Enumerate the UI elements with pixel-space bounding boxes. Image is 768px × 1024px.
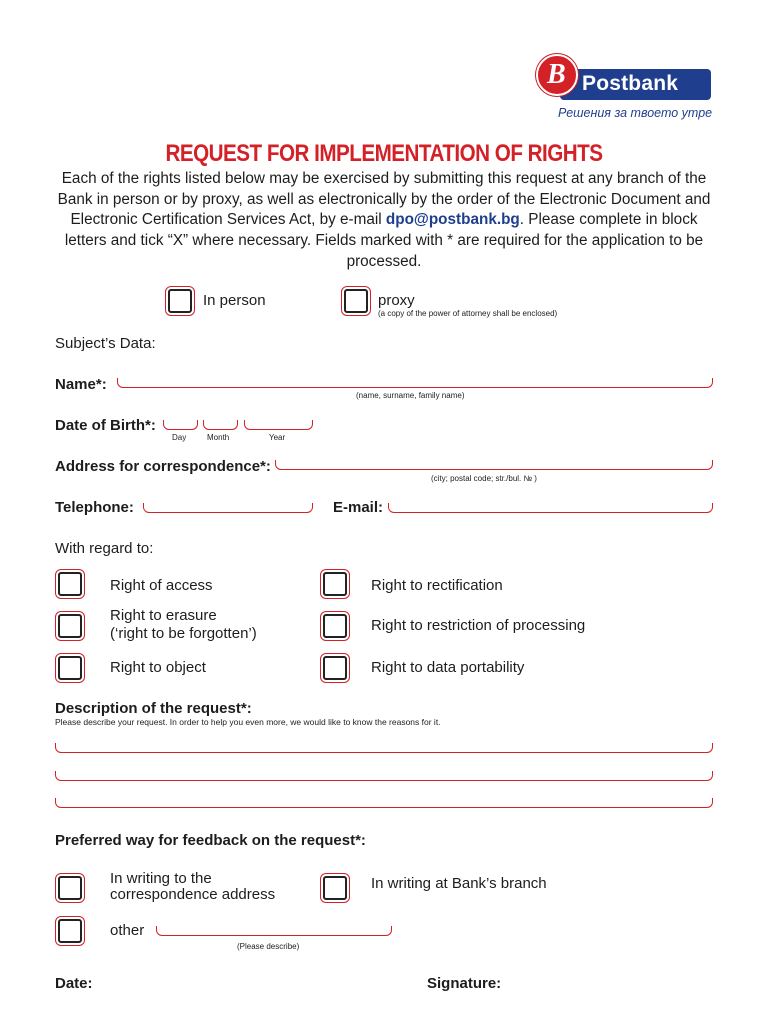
right-to-erasure-checkbox[interactable] xyxy=(58,614,82,638)
dob-month-hint: Month xyxy=(207,433,230,442)
telephone-field[interactable] xyxy=(143,503,313,513)
description-line-2[interactable] xyxy=(55,771,713,781)
writing-address-label: In writing to the xyxy=(110,870,212,887)
rights-heading: With regard to: xyxy=(55,540,154,557)
right-to-restriction-label: Right to restriction of processing xyxy=(371,617,586,634)
postbank-logo xyxy=(536,52,716,124)
email-label: E-mail: xyxy=(333,499,384,516)
dpo-email-link[interactable]: dpo@postbank.bg xyxy=(385,211,520,229)
in-person-checkbox[interactable] xyxy=(168,289,192,313)
dob-day-field[interactable] xyxy=(163,420,198,430)
name-hint: (name, surname, family name) xyxy=(356,391,465,400)
email-field[interactable] xyxy=(388,503,713,513)
right-of-access-label: Right of access xyxy=(110,577,213,594)
writing-address-sublabel: correspondence address xyxy=(110,886,276,903)
address-label: Address for correspondence*: xyxy=(55,458,271,475)
writing-branch-checkbox[interactable] xyxy=(323,876,347,900)
logo-wordmark: Postbank xyxy=(582,72,679,95)
address-hint: (city; postal code; str./bul. № ) xyxy=(431,474,537,483)
dob-day-hint: Day xyxy=(172,433,187,442)
dob-year-hint: Year xyxy=(269,433,286,442)
subject-data-heading: Subject’s Data: xyxy=(55,335,156,352)
intro-text-start: Each of the rights listed below may be exercised by submitting this request at any branch of the Bank in person or by proxy, as well as electronically by the order of the Electronic Document and Electronic Certification Services Act, by e-mail xyxy=(57,170,711,229)
name-field[interactable] xyxy=(117,378,713,388)
proxy-note: (a copy of the power of attorney shall be enclosed) xyxy=(378,309,558,318)
intro-text-end: . Please complete in block letters and tick “X” where necessary. Fields marked with * are required for the application to be processed. xyxy=(64,211,704,270)
logo-emblem-icon: B xyxy=(536,54,578,96)
address-field[interactable] xyxy=(275,460,713,470)
logo-tagline: Решения за твоето утре xyxy=(558,106,713,120)
description-hint: Please describe your request. In order to help you even more, we would like to know the reasons for it. xyxy=(55,717,441,727)
right-to-object-label: Right to object xyxy=(110,659,206,676)
right-to-data-portability-label: Right to data portability xyxy=(371,659,525,676)
feedback-label: Preferred way for feedback on the request*: xyxy=(55,832,366,849)
right-to-erasure-label: Right to erasure xyxy=(110,607,217,624)
right-to-object-checkbox[interactable] xyxy=(58,656,82,680)
dob-label: Date of Birth*: xyxy=(55,417,156,434)
dob-year-field[interactable] xyxy=(244,420,313,430)
description-label: Description of the request*: xyxy=(55,700,252,717)
dob-month-field[interactable] xyxy=(203,420,238,430)
right-of-access-checkbox[interactable] xyxy=(58,572,82,596)
date-label: Date: xyxy=(55,975,93,992)
proxy-checkbox[interactable] xyxy=(344,289,368,313)
other-checkbox[interactable] xyxy=(58,919,82,943)
other-description-field[interactable] xyxy=(156,926,392,936)
writing-branch-label: In writing at Bank’s branch xyxy=(371,875,547,892)
description-line-1[interactable] xyxy=(55,743,713,753)
right-to-rectification-label: Right to rectification xyxy=(371,577,503,594)
writing-address-checkbox[interactable] xyxy=(58,876,82,900)
name-label: Name*: xyxy=(55,376,107,393)
signature-label: Signature: xyxy=(427,975,502,992)
description-line-3[interactable] xyxy=(55,798,713,808)
right-to-rectification-checkbox[interactable] xyxy=(323,572,347,596)
in-person-label: In person xyxy=(203,292,266,309)
intro-paragraph xyxy=(50,169,718,273)
other-label: other xyxy=(110,922,145,939)
right-to-restriction-checkbox[interactable] xyxy=(323,614,347,638)
right-to-erasure-sublabel: (‘right to be forgotten’) xyxy=(110,625,257,642)
right-to-data-portability-checkbox[interactable] xyxy=(323,656,347,680)
telephone-label: Telephone: xyxy=(55,499,134,516)
proxy-label: proxy xyxy=(378,292,415,309)
other-hint: (Please describe) xyxy=(237,942,300,951)
page-title: REQUEST FOR IMPLEMENTATION OF RIGHTS xyxy=(165,140,603,167)
